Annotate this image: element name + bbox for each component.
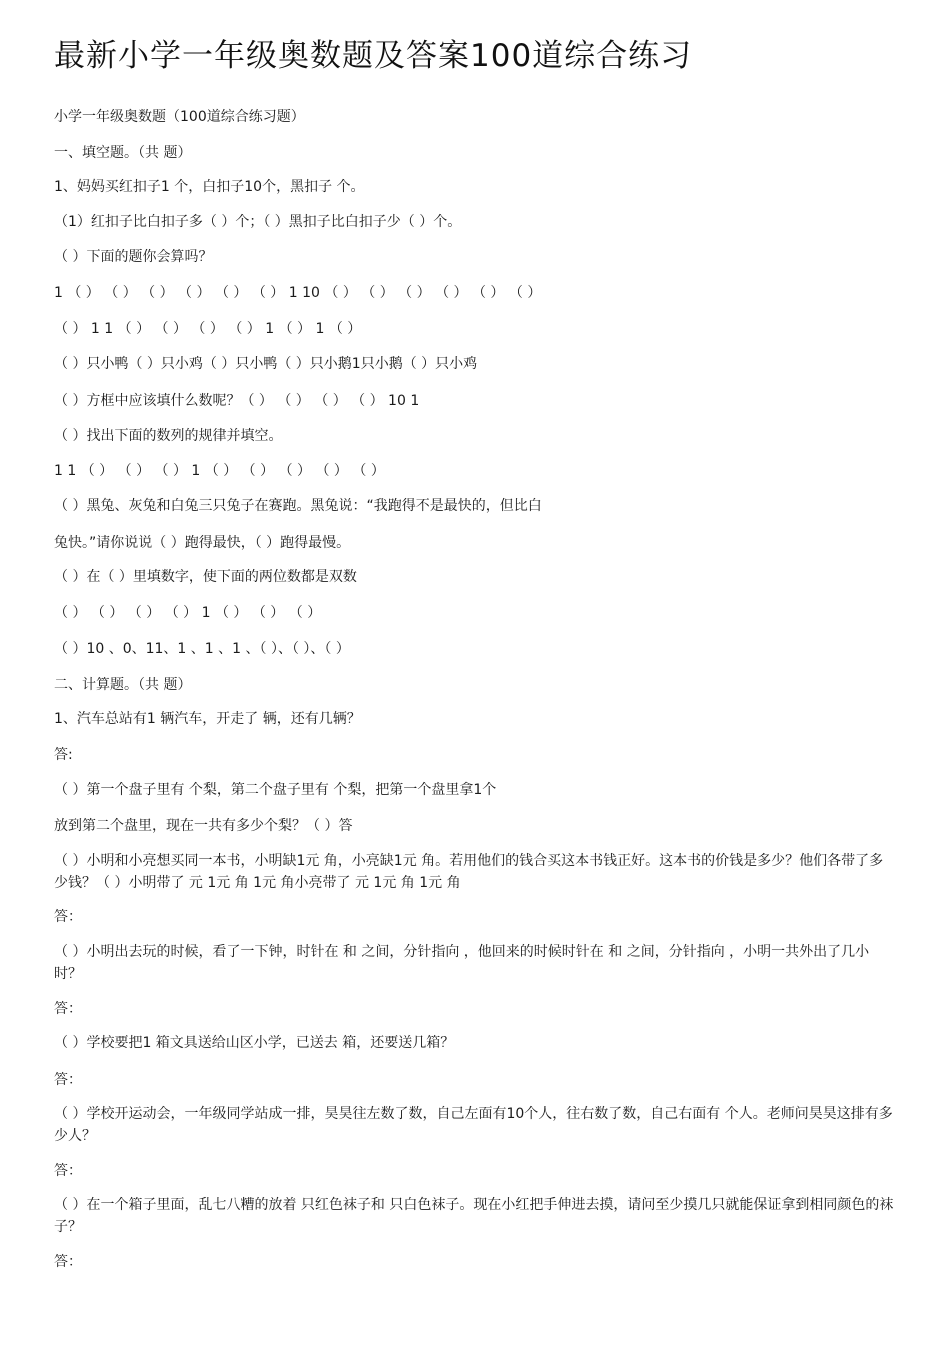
question-line: （ ）黑兔、灰兔和白兔三只兔子在赛跑。黑兔说：“我跑得不是最快的，但比白	[54, 498, 542, 514]
question-line: （ ）方框中应该填什么数呢？（ ） （ ） （ ） （ ） 10 1	[54, 393, 420, 409]
answer-line: 答:	[54, 747, 73, 763]
question-line: （ ）10 、0、11、1 、1 、1 、（ ）、（ ）、（ ）	[54, 641, 350, 657]
question-line: （1）红扣子比白扣子多（ ）个；（ ）黑扣子比白扣子少（ ）个。	[54, 214, 462, 230]
question-line: 1 （ ） （ ） （ ） （ ） （ ） （ ） 1 10 （ ） （ ） （ ） （ ） （ ） （ ）	[54, 285, 542, 301]
question-paragraph: （ ）小明和小亮想买同一本书，小明缺1元 角，小亮缺1元 角。若用他们的钱合买这本书钱正好。这本书的价钱是多少？他们各带了多少钱？（ ）小明带了 元 1元 角 1元 角小亮带了 元 1元 角 1元 角	[54, 853, 884, 891]
document-title: 最新小学一年级奥数题及答案100道综合练习	[54, 38, 693, 74]
question-line: （ ）只小鸭（ ）只小鸡（ ）只小鸭（ ）只小鹅1只小鹅（ ）只小鸡	[54, 356, 478, 372]
question-paragraph: （ ）小明出去玩的时候，看了一下钟，时针在 和 之间，分针指向 ，他回来的时候时针在 和 之间，分针指向 ，小明一共外出了几小时？	[54, 944, 870, 982]
question-line: （ ）下面的题你会算吗？	[54, 249, 213, 265]
question-paragraph: （ ）学校开运动会，一年级同学站成一排，昊昊往左数了数，自己左面有10个人，往右数了数，自己右面有 个人。老师问昊昊这排有多少人？	[54, 1106, 893, 1144]
question-line: （ ）在（ ）里填数字，使下面的两位数都是双数	[54, 569, 357, 585]
question-line: 1 1 （ ） （ ） （ ） 1 （ ） （ ） （ ） （ ） （ ）	[54, 463, 385, 479]
answer-line: 答：	[54, 1072, 82, 1088]
answer-line: 答：	[54, 1163, 82, 1179]
question-line: （ ）学校要把1 箱文具送给山区小学，已送去 箱，还要送几箱？	[54, 1035, 455, 1051]
question-line: （ ） 1 1 （ ） （ ） （ ） （ ） 1 （ ） 1 （ ）	[54, 321, 362, 337]
answer-line: 答：	[54, 909, 82, 925]
question-line: 放到第二个盘里，现在一共有多少个梨？（ ）答	[54, 818, 353, 834]
answer-line: 答：	[54, 1001, 82, 1017]
question-line: （ ） （ ） （ ） （ ） 1 （ ） （ ） （ ）	[54, 605, 322, 621]
question-paragraph: （ ）在一个箱子里面，乱七八糟的放着 只红色袜子和 只白色袜子。现在小红把手伸进去摸，请问至少摸几只就能保证拿到相同颜色的袜子？	[54, 1197, 894, 1235]
question-line: 兔快。”请你说说（ ）跑得最快，（ ）跑得最慢。	[54, 535, 351, 551]
answer-line: 答：	[54, 1254, 82, 1270]
question-line: 1、汽车总站有1 辆汽车，开走了 辆，还有几辆？	[54, 711, 361, 727]
question-line: （ ）第一个盘子里有 个梨，第二个盘子里有 个梨，把第一个盘里拿1个	[54, 782, 497, 798]
section-heading-calculation: 二、计算题。（共 题）	[54, 677, 192, 693]
section-heading-fill-in: 一、填空题。（共 题）	[54, 145, 192, 161]
question-line: （ ）找出下面的数列的规律并填空。	[54, 428, 283, 444]
subtitle-line: 小学一年级奥数题（100道综合练习题）	[54, 109, 305, 125]
question-line: 1、妈妈买红扣子1 个，白扣子10个，黑扣子 个。	[54, 179, 365, 195]
